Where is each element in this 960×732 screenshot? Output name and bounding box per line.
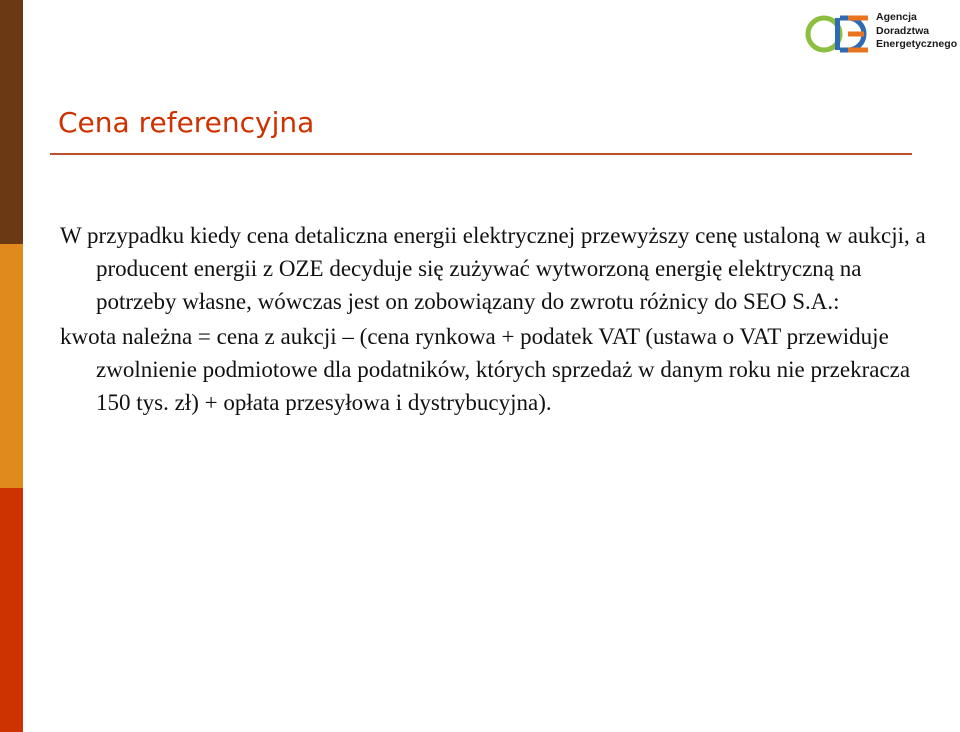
company-logo — [804, 10, 958, 56]
slide-title: Cena referencyjna — [58, 106, 315, 139]
logo-line: Energetycznego — [876, 38, 958, 50]
logo-text — [876, 11, 957, 52]
sidebar-segment-top — [0, 0, 23, 244]
sidebar-segment-middle — [0, 244, 23, 488]
ade-logo-mark-icon — [804, 12, 870, 54]
slide-body — [60, 219, 940, 419]
logo-line: Doradztwa — [876, 24, 930, 37]
paragraph-amount-formula: kwota należna = cena z aukcji – (cena rynkowa + podatek VAT (ustawa o VAT przewiduje zwolnienie podmiotowe dla podatników, których sprzedaż w danym roku nie przekracza 150 tys. zł) + opłata przesyłowa i dystrybucyjna). — [60, 324, 911, 415]
paragraph-reference-price: W przypadku kiedy cena detaliczna energii elektrycznej przewyższy cenę ustaloną w aukcji, a producent energii z OZE decyduje się zużywać wytworzoną energię elektryczną na potrzeby własne, wówczas jest on zobowiązany do zwrotu różnicy do SEO S.A.: — [60, 223, 926, 314]
logo-line: Agencja — [876, 11, 917, 23]
sidebar-segment-bottom — [0, 488, 23, 732]
title-underline — [50, 153, 912, 155]
